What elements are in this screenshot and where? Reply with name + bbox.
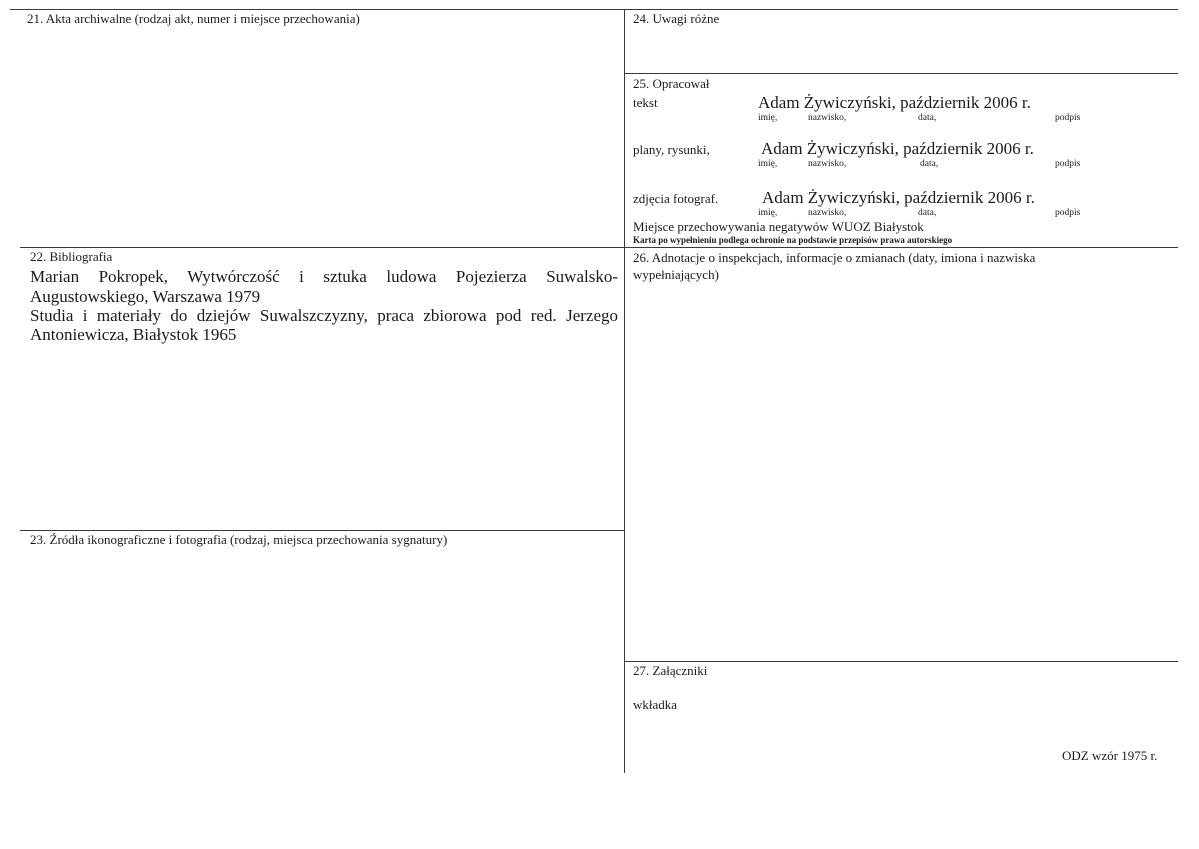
bibliography-entry-1 [30,267,618,287]
top-border [10,9,1178,10]
bibliography-line: Studia i materiały do dziejów Suwalszczyzny, praca zbiorowa pod red. Jerzego [30,306,618,325]
row-label-tekst: tekst [633,95,658,110]
sub-label-data: data, [918,208,937,218]
sub-label-podpis: podpis [1055,208,1081,218]
bibliography-line: Marian Pokropek, Wytwórczość i sztuka ludowa Pojezierza Suwalsko- [30,267,618,286]
sub-label-nazwisko: nazwisko, [808,208,847,218]
divider-24-25 [624,73,1178,74]
sub-label-podpis: podpis [1055,113,1081,123]
section-24-title: 24. Uwagi różne [633,11,720,26]
section-22-title: 22. Bibliografia [30,249,113,264]
row-label-zdjecia: zdjęcia fotograf. [633,191,719,206]
divider-21-22 [20,247,1178,248]
row-value-plany: Adam Żywiczyński, październik 2006 r. [761,139,1034,158]
bibliography-entry-2 [30,306,618,326]
section-26-title-cont: wypełniających) [633,267,719,282]
bibliography-line: Augustowskiego, Warszawa 1979 [30,287,261,306]
copyright-notice: Karta po wypełnieniu podlega ochronie na podstawie przepisów prawa autorskiego [633,235,953,245]
divider-26-27 [624,661,1178,662]
sub-label-imie: imię, [758,159,778,169]
row-label-plany: plany, rysunki, [633,142,710,157]
sub-label-podpis: podpis [1055,159,1081,169]
sub-label-imie: imię, [758,208,778,218]
section-27-title: 27. Załączniki [633,663,708,678]
sub-label-imie: imię, [758,113,778,123]
sub-label-data: data, [918,113,937,123]
sub-label-data: data, [920,159,939,169]
form-template-label: ODZ wzór 1975 r. [1062,748,1158,763]
section-21-title: 21. Akta archiwalne (rodzaj akt, numer i miejsce przechowania) [27,11,360,26]
divider-22-23 [20,530,625,531]
negative-storage-note: Miejsce przechowywania negatywów WUOZ Białystok [633,219,924,234]
bibliography-line: Antoniewicza, Białystok 1965 [30,325,237,344]
sub-label-nazwisko: nazwisko, [808,159,847,169]
center-divider [624,9,625,773]
section-25-title: 25. Opracował [633,76,710,91]
attachment-item: wkładka [633,697,678,712]
row-value-tekst: Adam Żywiczyński, październik 2006 r. [758,93,1031,112]
section-26-title: 26. Adnotacje o inspekcjach, informacje o zmianach (daty, imiona i nazwiska [633,250,1036,265]
row-value-zdjecia: Adam Żywiczyński, październik 2006 r. [762,188,1035,207]
section-23-title: 23. Źródła ikonograficzne i fotografia (rodzaj, miejsca przechowania sygnatury) [30,532,448,547]
sub-label-nazwisko: nazwisko, [808,113,847,123]
